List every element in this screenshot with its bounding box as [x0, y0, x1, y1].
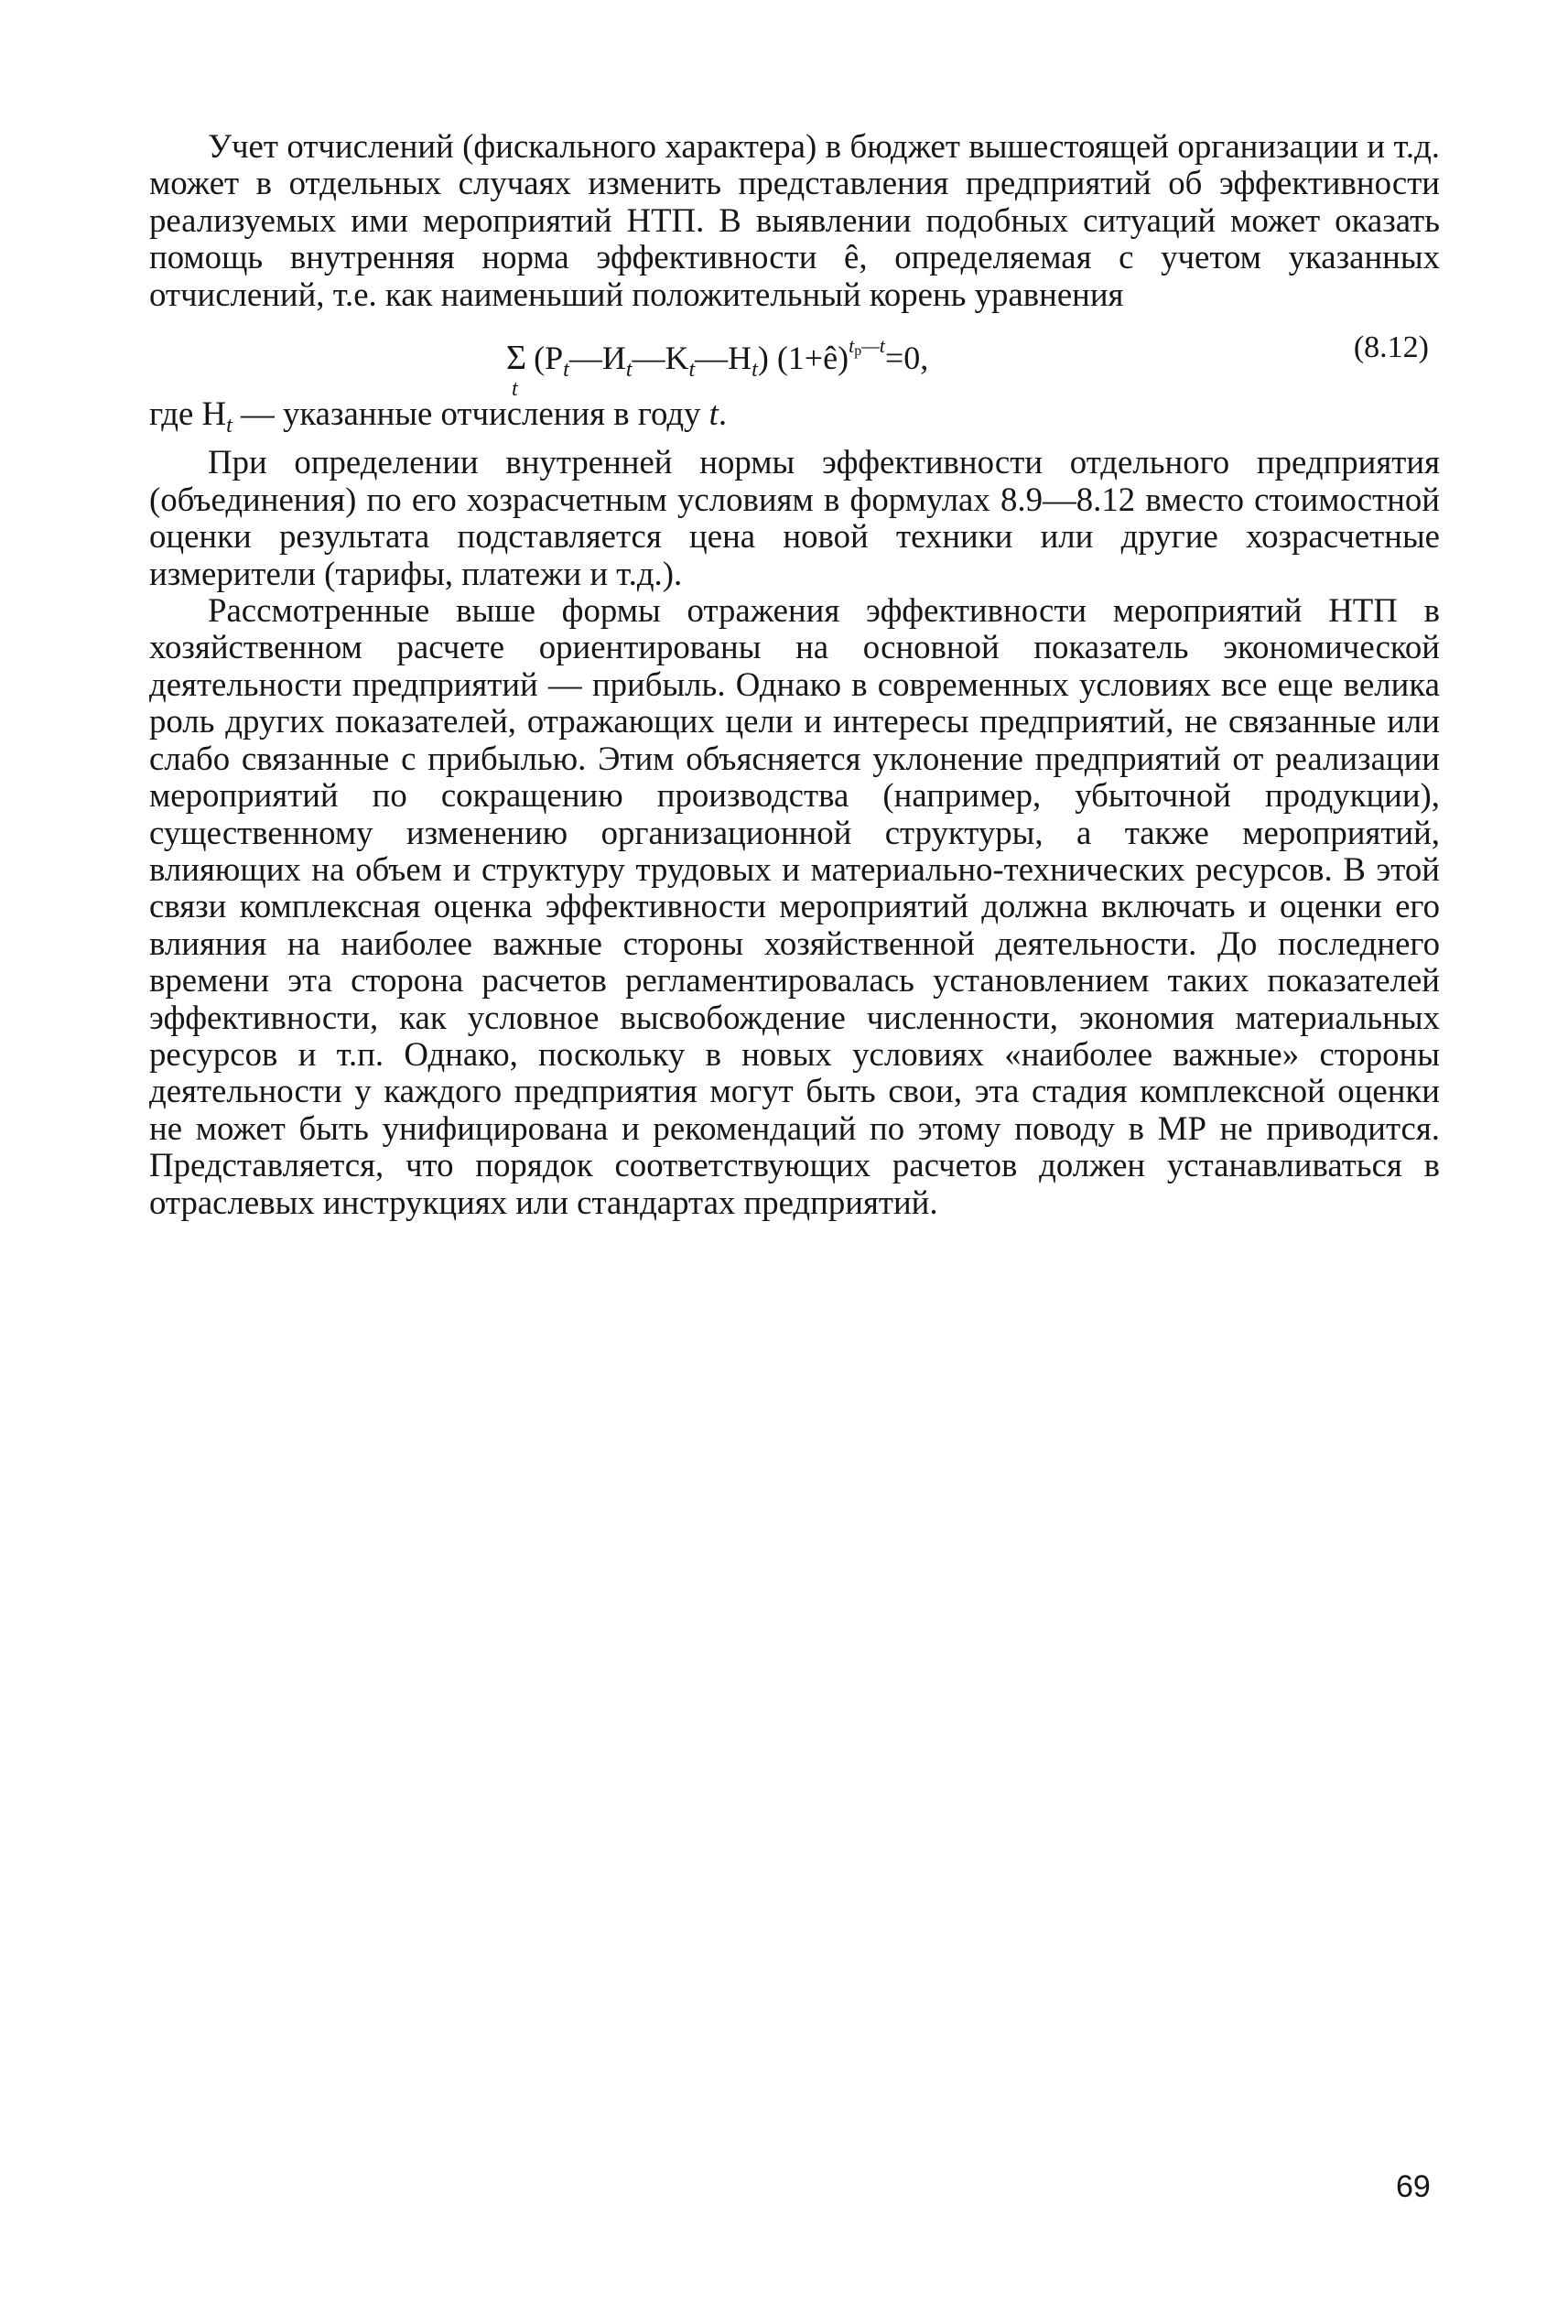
equation-8-12: [149, 315, 1440, 402]
equation-number: (8.12): [1353, 330, 1429, 365]
paragraph-profit-indicators: Рассмотренные выше формы отражения эффективности мероприятий НТП в хозяйственном расчете ориентированы на основной показатель экономической деятельности предприятий — прибыль. Однако в современных условиях все еще велика роль других показателей, отражающих цели и интересы предприятий, не связанные или слабо связанные с прибылью. Этим объясняется уклонение предприятий от реализации мероприятий по сокращению производства (например, убыточной продукции), существенному изменению организационной структуры, а также мероприятий, влияющих на объем и структуру трудовых и материально-технических ресурсов. В этой связи комплексная оценка эффективности мероприятий должна включать и оценки его влияния на наиболее важные стороны хозяйственной деятельности. До последнего времени эта сторона расчетов регламентировалась установлением таких показателей эффективности, как условное высвобождение численности, экономия материальных ресурсов и т.п. Однако, поскольку в новых условиях «наиболее важные» стороны деятельности у каждого предприятия могут быть свои, эта стадия комплексной оценки не может быть унифицирована и рекомендаций по этому поводу в МР не приводится. Представляется, что порядок соответствующих расчетов должен устанавливаться в отраслевых инструкциях или стандартах предприятий.: [149, 591, 1440, 1221]
paragraph-fiscal-deductions: Учет отчислений (фискального характера) в бюджет вышестоящей организации и т.д. может в отдельных случаях изменить представления предприятий об эффективности реализуемых ими мероприятий НТП. В выявлении подобных ситуаций может оказать помощь внутренняя норма эффективности ê, определяемая с учетом указанных отчислений, т.е. как наименьший положительный корень уравнения: [149, 127, 1440, 313]
body-text: [149, 128, 1440, 1221]
sum-symbol: Σ t: [506, 339, 527, 402]
formula-legend: где $H_t$ — указанные отчисления в году t.: [149, 395, 728, 438]
paragraph-internal-rate: При определении внутренней нормы эффективности отдельного предприятия (объединения) по его хозрасчетным условиям в формулах 8.9—8.12 вместо стоимостной оценки результата подставляется цена новой техники или другие хозрасчетные измерители (тарифы, платежи и т.д.).: [149, 443, 1440, 592]
formula-expression: Σ t $(P_t—И_t—K_t—H_t)$ (1+ê)$^{t_р—t}$=0,: [506, 334, 929, 402]
page-number: 69: [1396, 2169, 1431, 2204]
